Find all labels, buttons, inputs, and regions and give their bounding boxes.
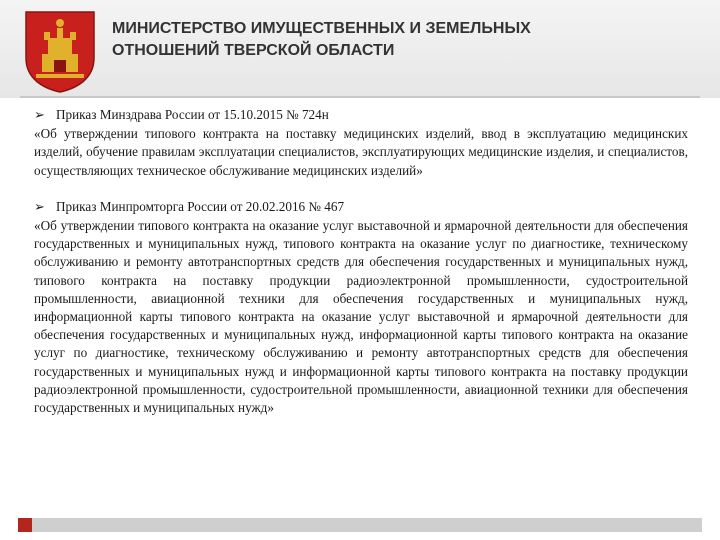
order-heading <box>34 198 688 217</box>
slide-header <box>0 0 720 98</box>
order-item <box>34 106 688 180</box>
order-item <box>34 198 688 417</box>
order-body: «Об утверждении типового контракта на оказание услуг выставочной и ярмарочной деятельности для обеспечения государственных и муниципальных нужд, типового контракта на оказание услуг по диагностике, техническому обслуживанию и ремонту автотранспортных средств для обеспечения государственных и муниципальных нужд, типового контракта на поставку продукции радиоэлектронной промышленности, судостроительной промышленности, авиационной техники для обеспечения государственных и муниципальных нужд, информационной карты типового контракта на оказание услуг выставочной и ярмарочной деятельности для обеспечения государственных и муниципальных нужд, информационной карты типового контракта на оказание услуг по диагностике, техническому обслуживанию и ремонту автотранспортных средств для обеспечения государственных и муниципальных нужд и информационной карты типового контракта на поставку продукции радиоэлектронной промышленности, судостроительной промышленности, авиационной техники для обеспечения государственных и муниципальных нужд» <box>34 218 688 416</box>
ministry-title <box>112 18 672 62</box>
footer-bar <box>18 518 702 532</box>
ministry-title-line1: МИНИСТЕРСТВО ИМУЩЕСТВЕННЫХ И ЗЕМЕЛЬНЫХ <box>112 20 531 37</box>
slide-body <box>34 106 688 435</box>
ministry-title-line2: ОТНОШЕНИЙ ТВЕРСКОЙ ОБЛАСТИ <box>112 42 395 59</box>
order-heading-text: Приказ Минздрава России от 15.10.2015 № 724н <box>56 107 329 122</box>
order-body: «Об утверждении типового контракта на поставку медицинских изделий, ввод в эксплуатацию медицинских изделий, обучение правилам эксплуатации специалистов, эксплуатирующих медицинские изделия, и специалистов, осуществляющих техническое обслуживание медицинских изделий» <box>34 126 688 178</box>
order-heading-text: Приказ Минпромторга России от 20.02.2016 № 467 <box>56 198 345 214</box>
order-heading <box>34 106 688 125</box>
arrow-bullet-icon: ➢ <box>34 108 45 123</box>
coat-of-arms-icon <box>20 8 100 94</box>
footer-accent <box>18 518 32 532</box>
header-divider <box>20 96 700 98</box>
arrow-bullet-icon: ➢ <box>34 199 45 215</box>
